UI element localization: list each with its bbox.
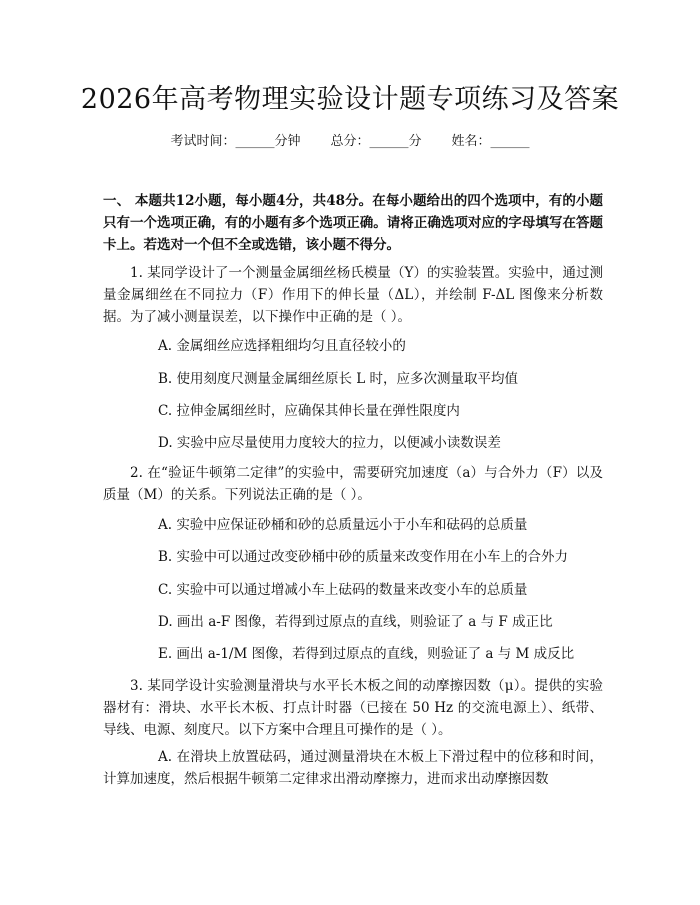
option-item: D. 画出 a-F 图像，若得到过原点的直线，则验证了 a 与 F 成正比 — [158, 614, 553, 630]
total-score-field: 总分：______分 — [330, 134, 422, 149]
option-item: C. 拉伸金属细丝时，应确保其伸长量在弹性限度内 — [158, 403, 460, 419]
option-item: A. 在滑块上放置砝码，通过测量滑块在木板上下滑过程中的位移和时间，计算加速度，然后根据牛顿第二定律求出滑动摩擦力，进而求出动摩擦因数 — [103, 749, 603, 787]
option-item: B. 使用刻度尺测量金属细丝原长 L 时，应多次测量取平均值 — [158, 371, 519, 387]
section-header: 一、 本题共12小题，每小题4分，共48分。在每小题给出的四个选项中，有的小题只有一个选项正确，有的小题有多个选项正确。请将正确选项对应的字母填写在答题卡上。若选对一个但不全或选错，该小题不得分。 — [103, 193, 603, 253]
option-item: E. 画出 a-1/M 图像，若得到过原点的直线，则验证了 a 与 M 成反比 — [158, 646, 575, 662]
option-item: D. 实验中应尽量使用力度较大的拉力，以便减小读数误差 — [158, 435, 501, 451]
page-title: 2026年高考物理实验设计题专项练习及答案 — [80, 84, 620, 115]
option-item: B. 实验中可以通过改变砂桶中砂的质量来改变作用在小车上的合外力 — [158, 549, 569, 565]
question-stem: 3. 某同学设计实验测量滑块与水平长木板之间的动摩擦因数（μ）。提供的实验器材有：滑块、水平长木板、打点计时器（已接在 50 Hz 的交流电源上）、纸带、导线、电源、刻度尺。以下方案中合理且可操作的是（ ）。 — [103, 678, 603, 738]
question-stem: 2. 在“验证牛顿第二定律”的实验中，需要研究加速度（a）与合外力（F）以及质量（M）的关系。下列说法正确的是（ ）。 — [103, 465, 603, 503]
exam-info-line — [0, 133, 700, 151]
question-2 — [103, 462, 603, 506]
question-1 — [103, 262, 603, 328]
exam-time-field: 考试时间：______分钟 — [170, 134, 301, 149]
option-item: A. 实验中应保证砂桶和砂的总质量远小于小车和砝码的总质量 — [158, 517, 528, 533]
student-name-field: 姓名：______ — [451, 134, 530, 149]
option-item: A. 金属细丝应选择粗细均匀且直径较小的 — [158, 338, 406, 354]
question-3 — [103, 675, 603, 741]
option-item: C. 实验中可以通过增减小车上砝码的数量来改变小车的总质量 — [158, 582, 528, 598]
question-stem: 1. 某同学设计了一个测量金属细丝杨氏模量（Y）的实验装置。实验中，通过测量金属细丝在不同拉力（F）作用下的伸长量（ΔL），并绘制 F-ΔL 图像来分析数据。为了减小测量误差，以下操作中正确的是（ ）。 — [103, 265, 603, 325]
